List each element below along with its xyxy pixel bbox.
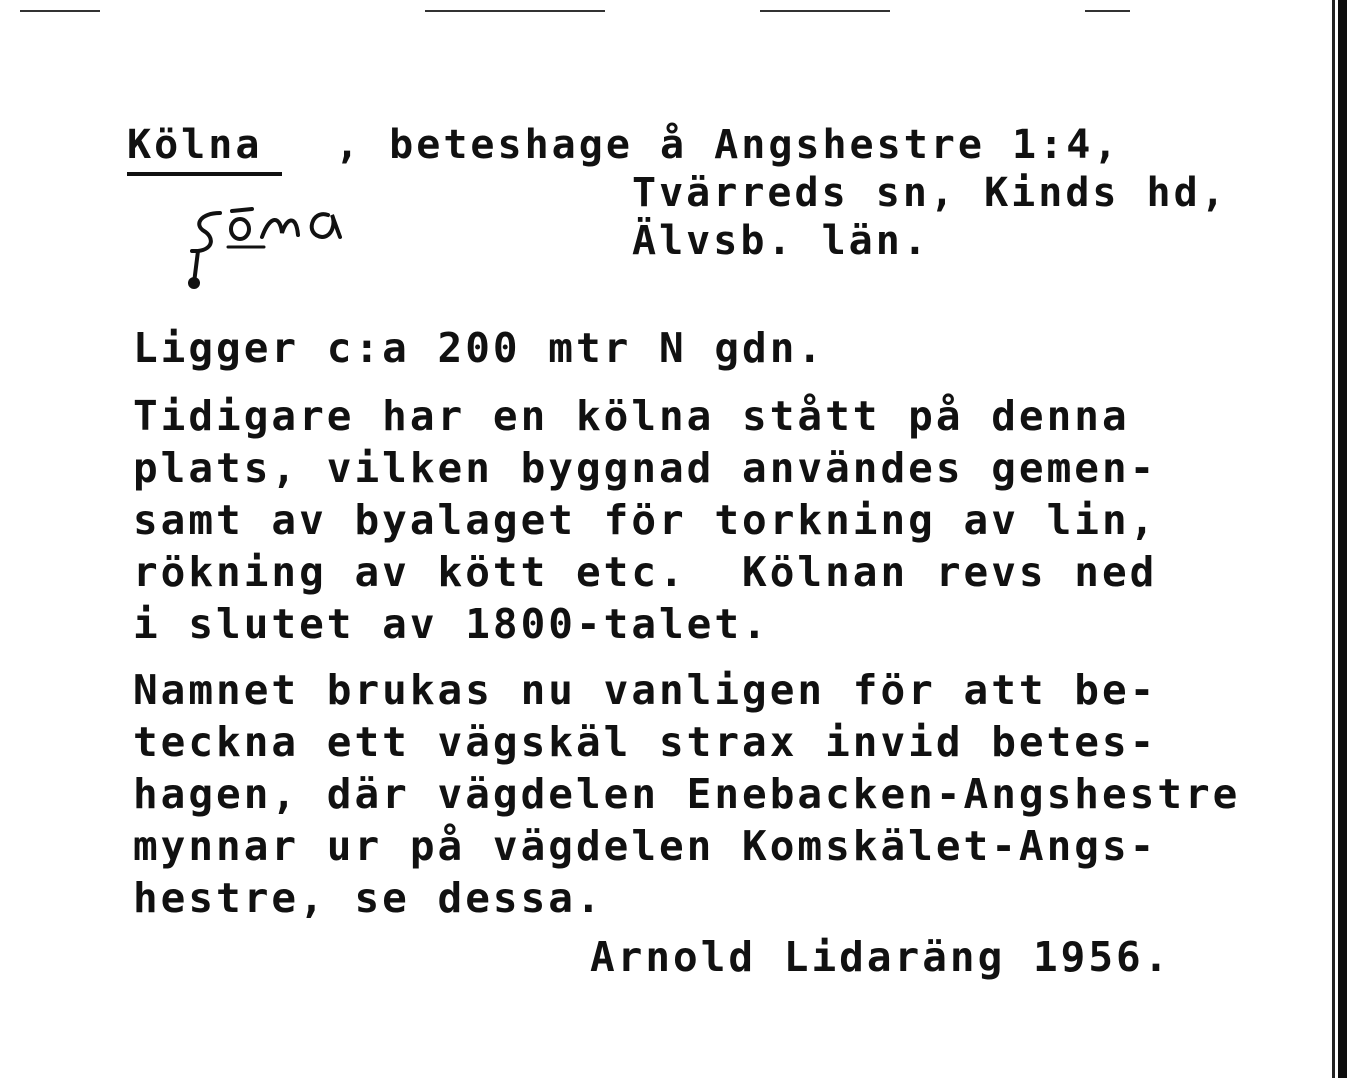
text-line: Namnet brukas nu vanligen för att be- [133,666,1158,714]
text-line: samt av byalaget för torkning av lin, [133,496,1158,544]
card-edge-shadow [1338,0,1347,1078]
text-line: Tidigare har en kölna stått på denna [133,392,1130,440]
headword: Kölna [127,122,263,168]
scan-artifact [20,10,100,12]
text-line: mynnar ur på vägdelen Komskälet-Angs- [133,822,1158,870]
card-edge-line [1332,0,1335,1078]
scan-artifact [760,10,890,12]
location-line: Älvsb. län. [632,218,930,264]
handwritten-annotation [180,175,400,295]
text-line: hagen, där vägdelen Enebacken-Angshestre [133,770,1241,818]
text-line: teckna ett vägskäl strax invid betes- [133,718,1158,766]
text-line: hestre, se dessa. [133,874,604,922]
text-line: plats, vilken byggnad användes gemen- [133,444,1158,492]
scan-artifact [1085,10,1130,12]
scan-artifact [425,10,605,12]
text-line: rökning av kött etc. Kölnan revs ned [133,548,1158,596]
header-description: , beteshage å Angshestre 1:4, [335,122,1121,168]
paragraph-history [133,390,1157,650]
text-line: i slutet av 1800-talet. [133,600,770,648]
text-line: Ligger c:a 200 mtr N gdn. [133,324,826,372]
signature: Arnold Lidaräng 1956. [590,933,1172,981]
paragraph-usage [133,664,1240,924]
paragraph-location [133,322,825,374]
location-line: Tvärreds sn, Kinds hd, [632,170,1228,216]
